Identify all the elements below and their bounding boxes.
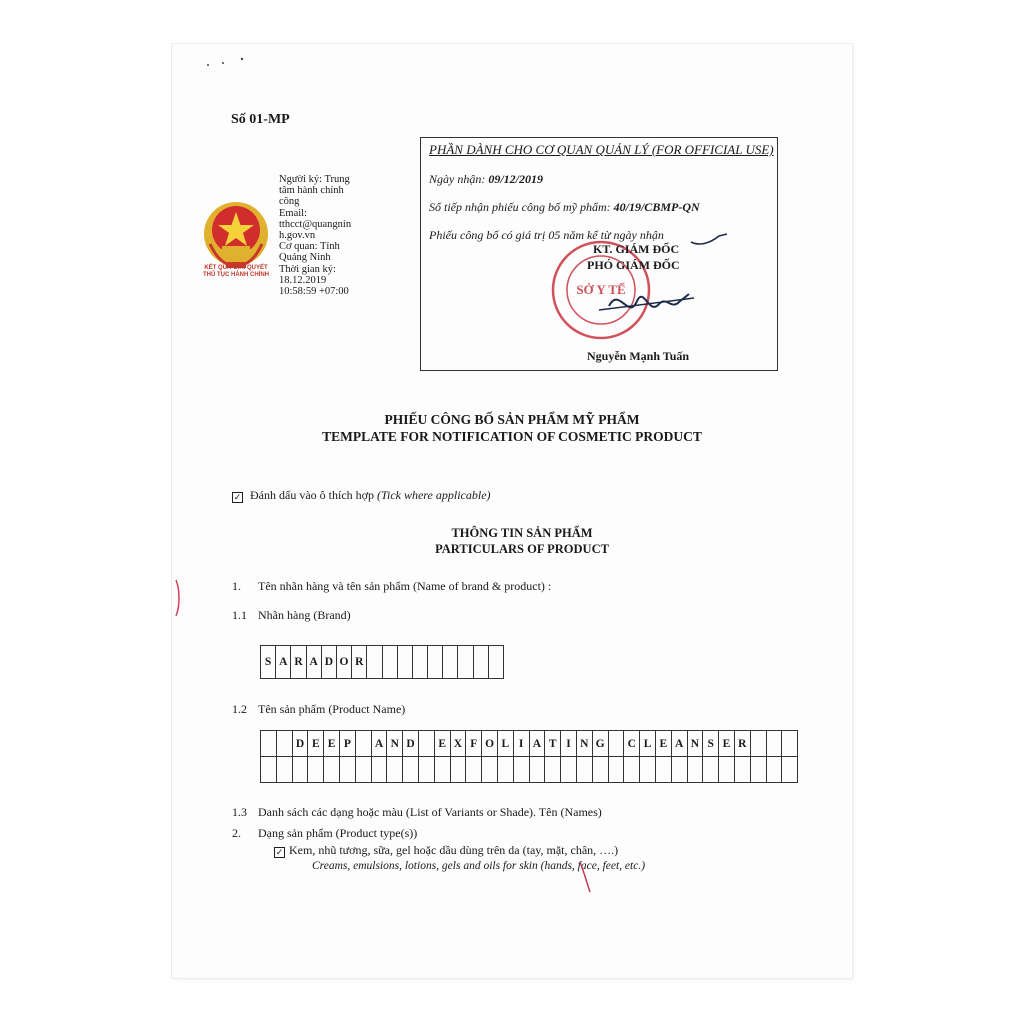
product-name-letter-cell xyxy=(750,731,766,757)
scan-speck-icon xyxy=(205,55,265,69)
signature-info-line: Email: xyxy=(279,207,307,219)
brand-letter-cell xyxy=(488,646,503,679)
product-name-letter-cell xyxy=(387,757,403,783)
pen-check-mark-icon xyxy=(689,230,729,250)
item-number: 2. xyxy=(232,826,241,840)
emblem-caption-line: KẾT QUẢ GIẢI QUYẾT xyxy=(204,265,268,271)
digital-signature-info xyxy=(279,174,375,297)
product-name-letter-cell xyxy=(766,731,782,757)
product-name-letter-cell: E xyxy=(324,731,340,757)
emblem-caption-line: THỦ TỤC HÀNH CHÍNH xyxy=(203,272,269,278)
item-1-1 xyxy=(232,608,351,623)
product-name-letter-cell xyxy=(766,757,782,783)
product-name-letter-cell xyxy=(355,757,371,783)
signature-info-line: h.gov.vn xyxy=(279,230,316,242)
product-name-letter-cell xyxy=(418,731,434,757)
signer-title-2: PHÓ GIÁM ĐỐC xyxy=(587,258,680,272)
signature-info-line: tthcct@quangnin xyxy=(279,218,352,230)
signature-info-line: Quảng Ninh xyxy=(279,252,331,264)
form-code: Số 01-MP xyxy=(231,112,290,127)
brand-letter-cell: S xyxy=(261,646,276,679)
signature-info-line: 10:58:59 +07:00 xyxy=(279,286,349,298)
brand-letter-cell xyxy=(367,646,382,679)
product-name-letter-cell: D xyxy=(403,731,419,757)
product-type-option xyxy=(274,843,618,858)
product-name-letter-cell xyxy=(719,757,735,783)
product-name-letter-cell xyxy=(561,757,577,783)
official-use-heading: PHẦN DÀNH CHO CƠ QUAN QUẢN LÝ (FOR OFFICIAL USE) xyxy=(429,142,774,157)
receipt-number-line xyxy=(429,200,700,215)
item-text: Tên nhãn hàng và tên sản phẩm (Name of brand & product) : xyxy=(258,579,552,593)
product-name-letter-cell: N xyxy=(687,731,703,757)
product-name-letter-cell xyxy=(403,757,419,783)
product-name-letter-cell xyxy=(466,757,482,783)
signature-info-line: Cơ quan: Tỉnh xyxy=(279,241,340,253)
brand-letter-cell: O xyxy=(336,646,351,679)
product-name-letter-cell: X xyxy=(450,731,466,757)
product-name-letter-cell xyxy=(608,731,624,757)
brand-letter-cell xyxy=(428,646,443,679)
signer-name: Nguyễn Mạnh Tuấn xyxy=(587,349,690,363)
product-name-letter-cell: E xyxy=(655,731,671,757)
received-date-line xyxy=(429,172,543,187)
product-type-english: Creams, emulsions, lotions, gels and oils for skin (hands, face, feet, etc.) xyxy=(312,860,646,872)
signature-info-line: công xyxy=(279,196,300,208)
product-name-letter-cell: N xyxy=(387,731,403,757)
brand-letter-cell xyxy=(412,646,427,679)
product-name-letter-cell xyxy=(261,731,277,757)
product-name-letter-cell xyxy=(513,757,529,783)
title-vietnamese: PHIẾU CÔNG BỐ SẢN PHẨM MỸ PHẨM xyxy=(384,412,640,427)
validity-line: Phiếu công bố có giá trị 05 năm kể từ ngày nhận xyxy=(429,228,664,242)
brand-letter-cell xyxy=(397,646,412,679)
item-text: Nhãn hàng (Brand) xyxy=(258,608,351,622)
product-name-letter-cell xyxy=(703,757,719,783)
product-name-letter-cell xyxy=(339,757,355,783)
product-name-letter-cell xyxy=(671,757,687,783)
item-text: Tên sản phẩm (Product Name) xyxy=(258,702,406,716)
official-use-box xyxy=(420,137,778,371)
product-name-letter-cell: A xyxy=(671,731,687,757)
product-name-letter-cell xyxy=(576,757,592,783)
product-name-letter-cell xyxy=(261,757,277,783)
brand-letter-cell: D xyxy=(321,646,336,679)
brand-letter-cell xyxy=(443,646,458,679)
product-name-letter-cell xyxy=(624,757,640,783)
product-name-letter-cell: O xyxy=(482,731,498,757)
product-name-letter-cell xyxy=(529,757,545,783)
checked-checkbox-icon: ✓ xyxy=(275,847,284,857)
product-name-letter-cell: E xyxy=(434,731,450,757)
title-english: TEMPLATE FOR NOTIFICATION OF COSMETIC PRODUCT xyxy=(322,429,702,444)
product-name-letter-cell: F xyxy=(466,731,482,757)
product-name-letter-cell: C xyxy=(624,731,640,757)
signer-title-1: KT. GIÁM ĐỐC xyxy=(593,242,680,256)
product-name-letter-cell xyxy=(640,757,656,783)
tick-instruction-text: Đánh dấu vào ô thích hợp xyxy=(250,488,374,502)
brand-letter-cell xyxy=(382,646,397,679)
pen-mark-icon xyxy=(570,858,600,894)
receipt-number-label: Số tiếp nhận phiếu công bố mỹ phẩm: xyxy=(429,200,611,214)
brand-letter-cell: R xyxy=(352,646,367,679)
product-name-letter-cell xyxy=(308,757,324,783)
signature-info-line: Thời gian ký: xyxy=(279,263,336,275)
product-name-letter-cell xyxy=(497,757,513,783)
signature-info-line: tâm hành chính xyxy=(279,185,344,197)
item-2 xyxy=(232,826,417,841)
product-name-letter-cell: I xyxy=(561,731,577,757)
product-name-letter-cell: T xyxy=(545,731,561,757)
product-name-letter-cell xyxy=(276,731,292,757)
product-name-letter-cell: R xyxy=(734,731,750,757)
product-name-letter-cell xyxy=(482,757,498,783)
item-text: Danh sách các dạng hoặc màu (List of Variants or Shade). Tên (Names) xyxy=(258,805,602,819)
section-title-english: PARTICULARS OF PRODUCT xyxy=(435,542,609,556)
product-name-letter-cell: G xyxy=(592,731,608,757)
product-name-letter-cell xyxy=(324,757,340,783)
margin-mark-icon xyxy=(172,578,182,618)
item-number: 1.2 xyxy=(232,702,247,716)
item-number: 1.3 xyxy=(232,805,247,819)
tick-instruction-english: (Tick where applicable) xyxy=(376,488,491,502)
product-name-letter-cell xyxy=(292,757,308,783)
product-name-letter-cell: I xyxy=(513,731,529,757)
received-date-value: 09/12/2019 xyxy=(488,172,543,186)
product-name-letter-cell xyxy=(418,757,434,783)
product-name-letter-cell xyxy=(545,757,561,783)
product-name-letter-cell xyxy=(782,731,798,757)
emblem-caption xyxy=(196,265,276,279)
item-number: 1.1 xyxy=(232,608,247,622)
received-date-label: Ngày nhận: xyxy=(429,172,486,186)
item-1 xyxy=(232,579,551,594)
tick-instruction xyxy=(232,488,491,503)
brand-grid xyxy=(260,645,504,679)
product-name-letter-cell: L xyxy=(640,731,656,757)
product-name-letter-cell xyxy=(276,757,292,783)
product-name-letter-cell xyxy=(608,757,624,783)
product-name-letter-cell: A xyxy=(371,731,387,757)
product-type-vietnamese: Kem, nhũ tương, sữa, gel hoặc dầu dùng trên da (tay, mặt, chân, ….) xyxy=(289,843,619,857)
signature-info-line: Người ký: Trung xyxy=(279,174,350,185)
brand-letter-cell xyxy=(473,646,488,679)
product-name-letter-cell xyxy=(655,757,671,783)
brand-letter-cell xyxy=(458,646,473,679)
product-name-letter-cell xyxy=(687,757,703,783)
brand-letter-cell: R xyxy=(291,646,306,679)
product-name-letter-cell xyxy=(371,757,387,783)
item-1-3 xyxy=(232,805,602,820)
product-name-letter-cell: N xyxy=(576,731,592,757)
product-name-grid xyxy=(260,730,798,783)
product-name-letter-cell: E xyxy=(308,731,324,757)
signature-info-line: 18.12.2019 xyxy=(279,274,327,286)
product-name-letter-cell xyxy=(434,757,450,783)
product-name-letter-cell: P xyxy=(339,731,355,757)
product-name-letter-cell xyxy=(734,757,750,783)
receipt-number-value: 40/19/CBMP-QN xyxy=(613,200,700,214)
product-name-letter-cell xyxy=(782,757,798,783)
item-number: 1. xyxy=(232,579,241,593)
product-name-letter-cell: A xyxy=(529,731,545,757)
product-name-letter-cell xyxy=(750,757,766,783)
section-title-vietnamese: THÔNG TIN SẢN PHẨM xyxy=(451,526,593,540)
brand-letter-cell: A xyxy=(276,646,291,679)
product-name-letter-cell xyxy=(355,731,371,757)
stamp-text: SỞ Y TẾ xyxy=(576,282,626,297)
item-text: Dạng sản phẩm (Product type(s)) xyxy=(258,826,418,840)
item-1-2 xyxy=(232,702,405,717)
handwritten-signature-icon xyxy=(589,276,699,332)
product-name-letter-cell: L xyxy=(497,731,513,757)
product-name-letter-cell xyxy=(450,757,466,783)
product-name-letter-cell: S xyxy=(703,731,719,757)
checked-checkbox-icon: ✓ xyxy=(233,492,242,502)
brand-letter-cell: A xyxy=(306,646,321,679)
product-name-letter-cell xyxy=(592,757,608,783)
product-name-letter-cell: E xyxy=(719,731,735,757)
product-name-letter-cell: D xyxy=(292,731,308,757)
